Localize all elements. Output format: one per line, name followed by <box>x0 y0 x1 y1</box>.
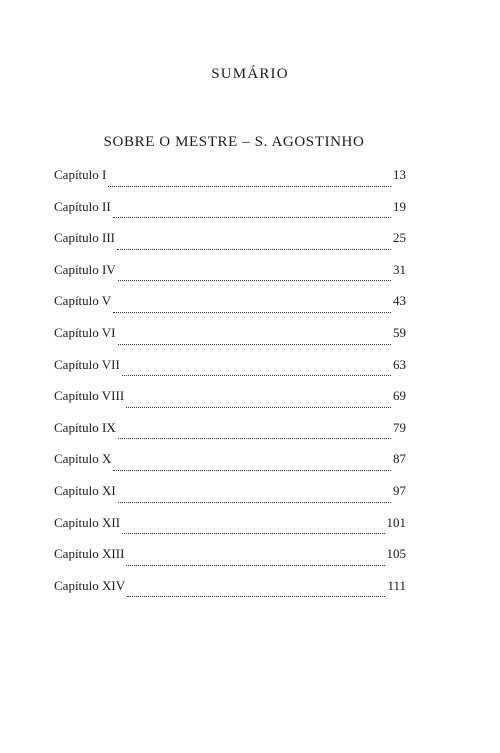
toc-page-number: 43 <box>393 293 406 309</box>
toc-label: Capítulo VI <box>54 324 116 340</box>
toc-row-12 <box>54 512 406 544</box>
toc-leader <box>127 596 385 597</box>
toc-label: Capítulo X <box>54 451 112 467</box>
toc-label: Capítulo VIII <box>54 388 125 404</box>
toc-label: Capítulo XIII <box>54 546 125 562</box>
toc-label: Capítulo III <box>54 230 116 246</box>
toc-page-number: 101 <box>386 514 406 530</box>
toc-label: Capítulo XI <box>54 482 116 498</box>
toc-page-number: 31 <box>393 261 406 277</box>
toc-row-5 <box>54 290 406 322</box>
toc-page-number: 19 <box>393 198 406 214</box>
toc-label: Capítulo IX <box>54 419 116 435</box>
toc-label: Capítulo V <box>54 293 112 309</box>
toc-row-14 <box>54 575 406 607</box>
toc-label: Capítulo II <box>54 198 111 214</box>
toc-page-number: 105 <box>386 546 406 562</box>
section-title: SOBRE O MESTRE – S. AGOSTINHO <box>103 134 365 150</box>
toc-row-9 <box>54 417 406 449</box>
toc-page-number: 25 <box>393 230 406 246</box>
toc-row-4 <box>54 259 406 291</box>
toc-leader <box>122 375 391 376</box>
toc-row-11 <box>54 480 406 512</box>
toc-page-number: 79 <box>393 419 406 435</box>
toc-leader <box>113 312 391 313</box>
toc-leader <box>108 186 391 187</box>
toc-page-number: 87 <box>393 451 406 467</box>
toc-row-7 <box>54 354 406 386</box>
toc-page-number: 63 <box>393 356 406 372</box>
toc-row-13 <box>54 543 406 575</box>
toc-row-10 <box>54 448 406 480</box>
toc-label: Capítulo XIV <box>54 577 126 593</box>
toc-leader <box>118 344 391 345</box>
toc-leader <box>126 565 384 566</box>
toc-row-8 <box>54 385 406 417</box>
table-of-contents <box>54 164 406 606</box>
toc-leader <box>118 502 391 503</box>
toc-row-6 <box>54 322 406 354</box>
toc-page-number: 111 <box>387 577 406 593</box>
toc-leader <box>113 217 391 218</box>
toc-label: Capítulo VII <box>54 356 120 372</box>
toc-page-number: 97 <box>393 482 406 498</box>
toc-leader <box>118 280 391 281</box>
toc-leader <box>113 470 391 471</box>
toc-leader <box>117 249 391 250</box>
toc-page-number: 59 <box>393 324 406 340</box>
page-title: SUMÁRIO <box>211 66 289 82</box>
toc-row-3 <box>54 227 406 259</box>
toc-label: Capítulo I <box>54 167 107 182</box>
toc-row-2 <box>54 196 406 228</box>
toc-row-1 <box>54 164 406 196</box>
toc-page-number: 69 <box>393 388 406 404</box>
toc-page-number: 13 <box>393 167 406 182</box>
toc-leader <box>126 407 391 408</box>
toc-leader <box>122 533 384 534</box>
toc-leader <box>118 438 391 439</box>
toc-label: Capítulo XII <box>54 514 121 530</box>
toc-label: Capítulo IV <box>54 261 116 277</box>
